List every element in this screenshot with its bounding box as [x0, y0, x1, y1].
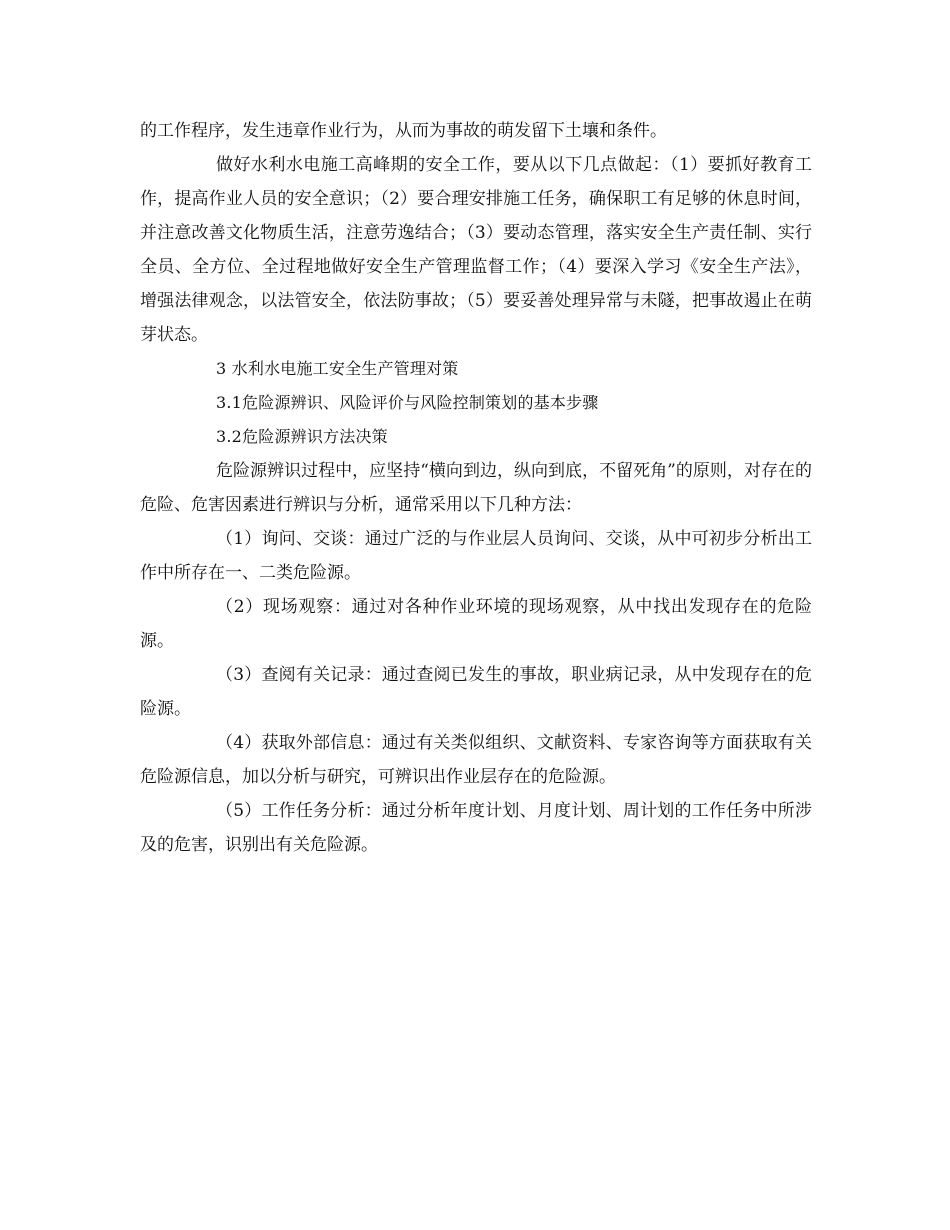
list-item-external-info: （4）获取外部信息：通过有关类似组织、文献资料、专家咨询等方面获取有关危险源信息，加以分析与研究，可辨识出作业层存在的危险源。 [140, 733, 812, 787]
section-heading-3: 3 水利水电施工安全生产管理对策 [216, 359, 459, 378]
paragraph-continuation: 的工作程序，发生违章作业行为，从而为事故的萌发留下土壤和条件。 [140, 121, 667, 141]
list-item-observation: （2）现场观察：通过对各种作业环境的现场观察，从中找出发现存在的危险源。 [140, 597, 812, 651]
list-item-task-analysis: （5）工作任务分析：通过分析年度计划、月度计划、周计划的工作任务中所涉及的危害，识别出有关危险源。 [140, 801, 812, 855]
section-heading-3-1: 3.1危险源辨识、风险评价与风险控制策划的基本步骤 [216, 393, 599, 412]
section-heading-3-2: 3.2危险源辨识方法决策 [216, 427, 388, 446]
list-item-records: （3）查阅有关记录：通过查阅已发生的事故，职业病记录，从中发现存在的危险源。 [140, 665, 812, 719]
paragraph-hazard-identification: 危险源辨识过程中，应坚持“横向到边，纵向到底，不留死角”的原则，对存在的危险、危害因素进行辨识与分析，通常采用以下几种方法： [140, 461, 812, 515]
paragraph-safety-measures: 做好水利水电施工高峰期的安全工作，要从以下几点做起：（1）要抓好教育工作，提高作业人员的安全意识；（2）要合理安排施工任务，确保职工有足够的休息时间，并注意改善文化物质生活，注意劳逸结合；（3）要动态管理，落实安全生产责任制、实行全员、全方位、全过程地做好安全生产管理监督工作；（4）要深入学习《安全生产法》，增强法律观念，以法管安全，依法防事故；（5）要妥善处理异常与未隧，把事故遏止在萌芽状态。 [140, 155, 812, 345]
list-item-inquiry: （1）询问、交谈：通过广泛的与作业层人员询问、交谈，从中可初步分析出工作中所存在一、二类危险源。 [140, 529, 812, 583]
document-body [140, 114, 812, 862]
